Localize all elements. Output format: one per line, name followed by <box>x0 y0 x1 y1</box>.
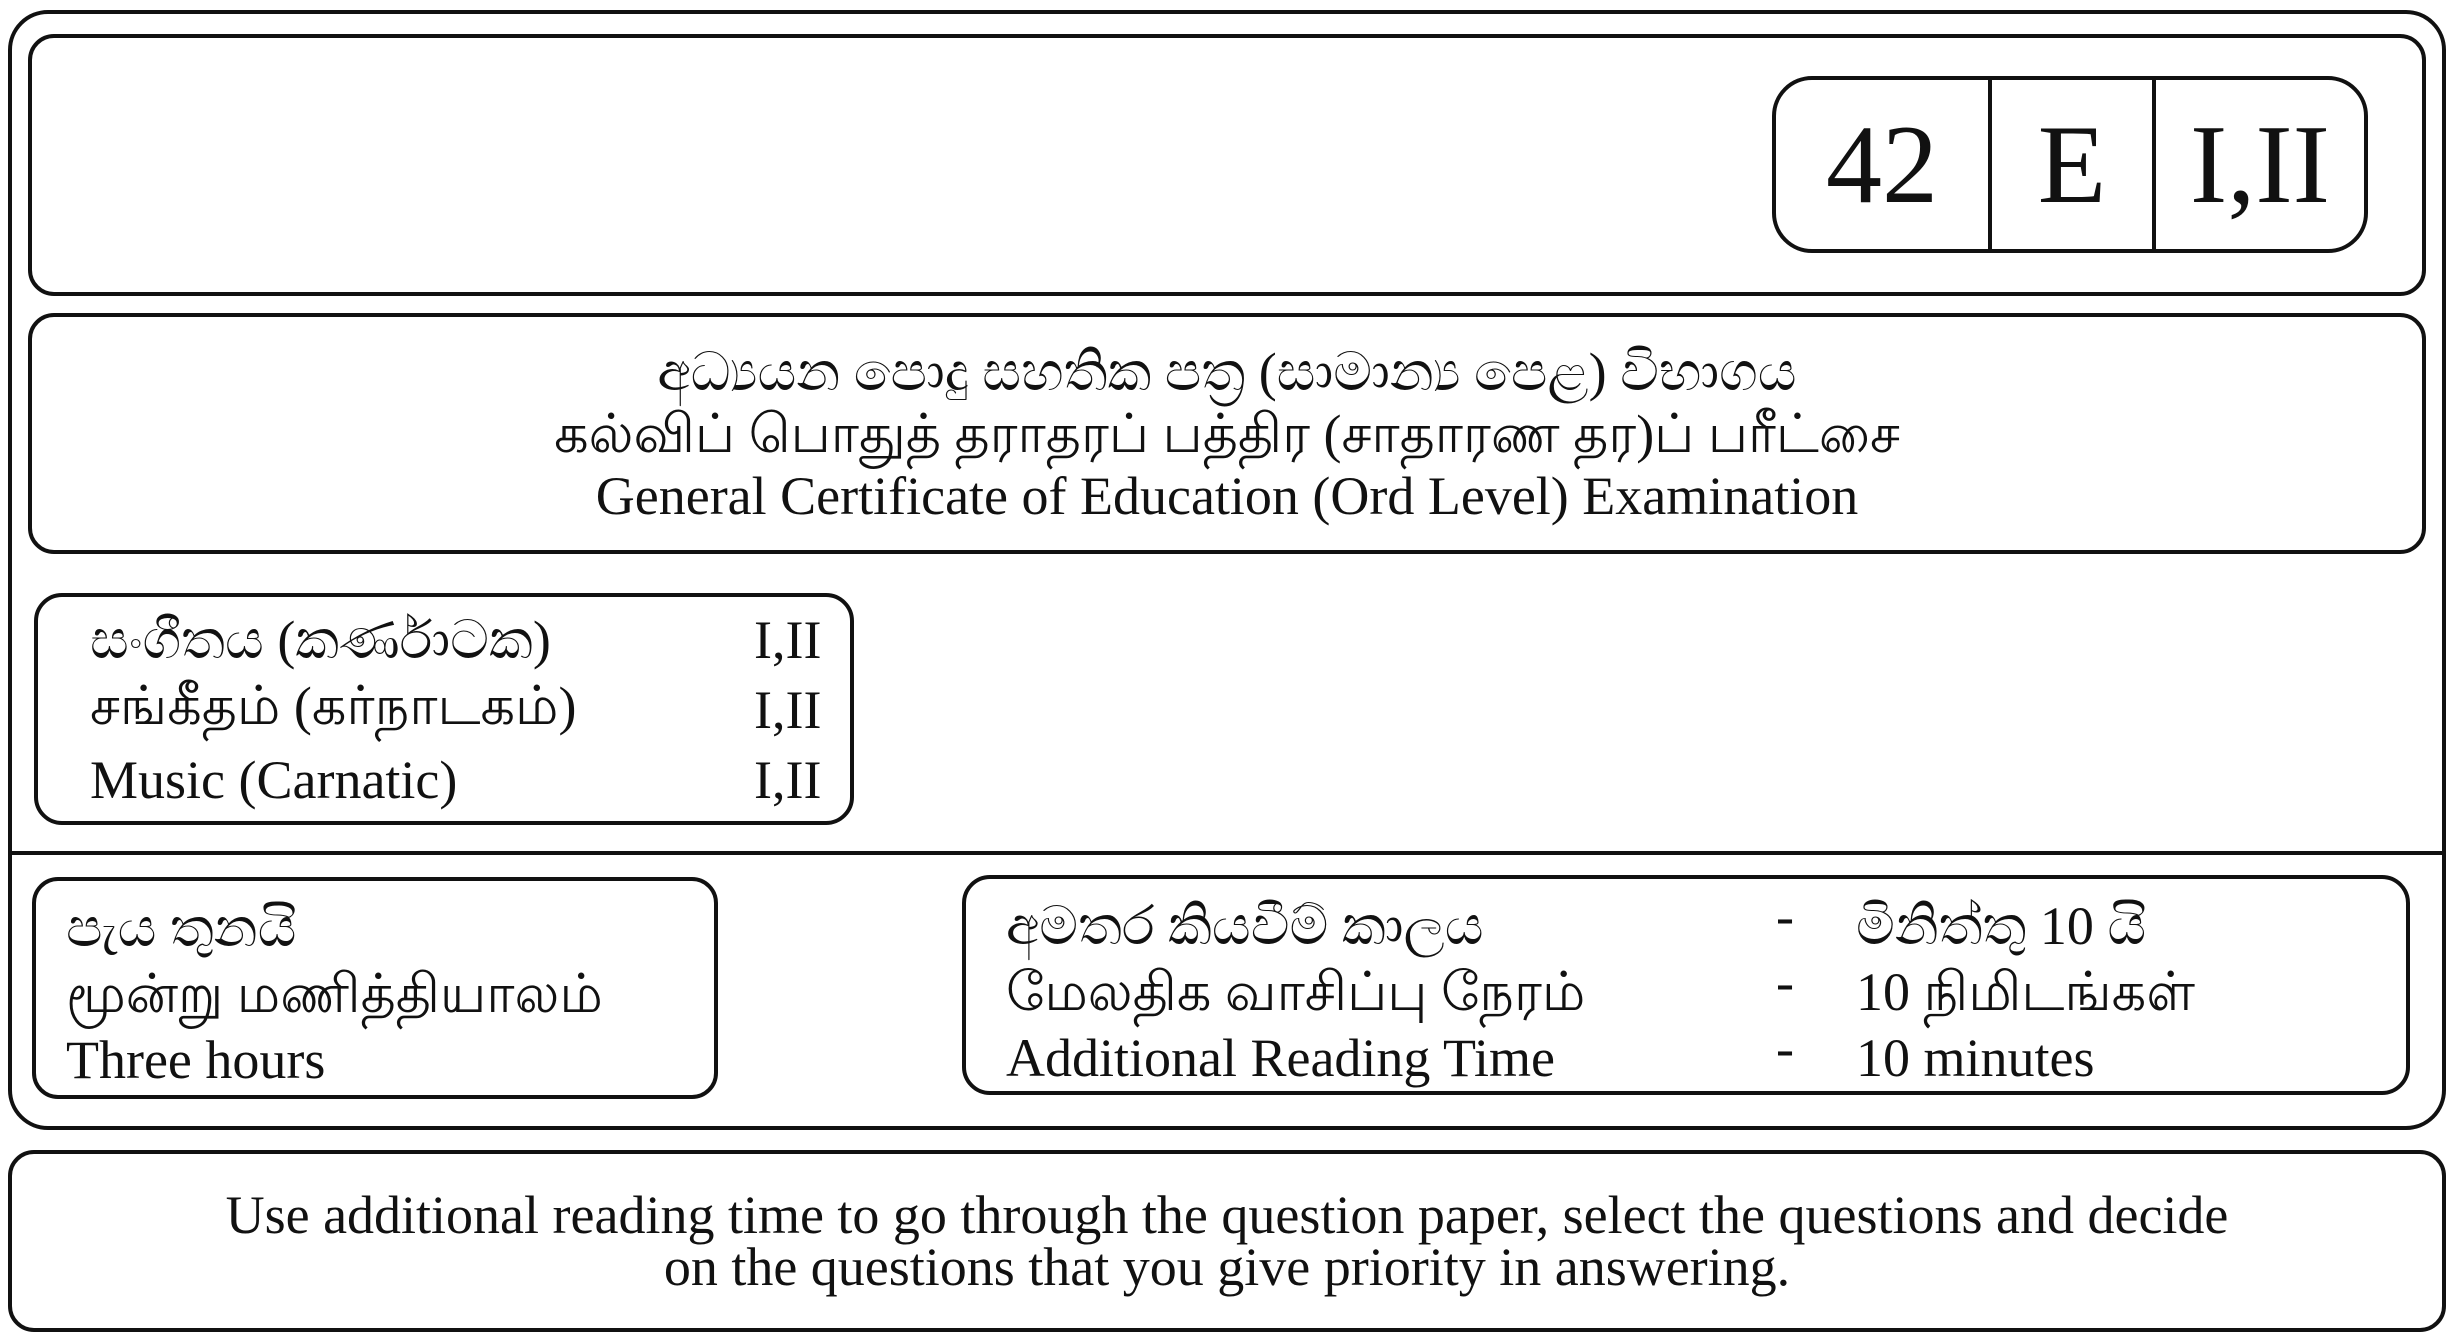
reading-time-label: மேலதிக வாசிப்பு நேரம் <box>1006 962 1586 1022</box>
subject-name: සංගීතය (කර්ණාටක) <box>90 609 551 670</box>
section-divider <box>10 851 2442 855</box>
subject-row <box>90 747 830 813</box>
subject-row <box>90 607 830 673</box>
reading-time-value: මිනිත්තු 10 යි <box>1856 896 2147 956</box>
medium-code: E <box>1992 80 2156 249</box>
subject-papers: I,II <box>754 610 822 670</box>
duration-box <box>32 877 718 1099</box>
subject-name: சங்கீதம் (கர்நாடகம்) <box>90 676 577 736</box>
reading-time-box <box>962 875 2410 1095</box>
reading-time-label: අමතර කියවීම් කාලය <box>1006 896 1484 956</box>
instruction-line: Use additional reading time to go through the question paper, select the questions and decide <box>225 1185 2229 1245</box>
exam-title-english: General Certificate of Education (Ord Level) Examination <box>595 465 1859 526</box>
reading-time-value: 10 minutes <box>1856 1028 2095 1088</box>
paper-numbers: I,II <box>2190 102 2330 227</box>
duration-tamil: மூன்று மணித்தியாலம் <box>66 964 603 1024</box>
reading-time-value: 10 நிமிடங்கள் <box>1856 962 2195 1022</box>
exam-title-tamil: கல்விப் பொதுத் தராதரப் பத்திர (சாதாரண தர)ப் பரீட்சை <box>554 403 1900 464</box>
paper-code-box <box>1772 76 2368 253</box>
reading-time-row <box>1006 952 2386 1025</box>
subject-papers: I,II <box>754 750 822 810</box>
reading-time-dash: - <box>1776 952 1794 1012</box>
reading-time-dash: - <box>1776 1018 1794 1078</box>
instruction-box <box>8 1150 2446 1332</box>
duration-english: Three hours <box>66 1030 326 1090</box>
reading-time-dash: - <box>1776 886 1794 946</box>
duration-sinhala: පැය තුනයි <box>66 898 297 958</box>
subject-papers: I,II <box>754 680 822 740</box>
exam-title-sinhala: අධ්‍යයන පොදු සහතික පත්‍ර (සාමාන්‍ය පෙළ) විභාගය <box>657 341 1797 402</box>
reading-time-row <box>1006 886 2386 959</box>
subject-box <box>34 593 854 825</box>
exam-title-panel <box>28 313 2426 554</box>
reading-time-row <box>1006 1018 2386 1091</box>
subject-name: Music (Carnatic) <box>90 750 458 810</box>
subject-row <box>90 677 830 743</box>
subject-number: 42 <box>1776 80 1992 249</box>
reading-time-label: Additional Reading Time <box>1006 1028 1556 1088</box>
instruction-line: on the questions that you give priority in answering. <box>663 1237 1791 1297</box>
